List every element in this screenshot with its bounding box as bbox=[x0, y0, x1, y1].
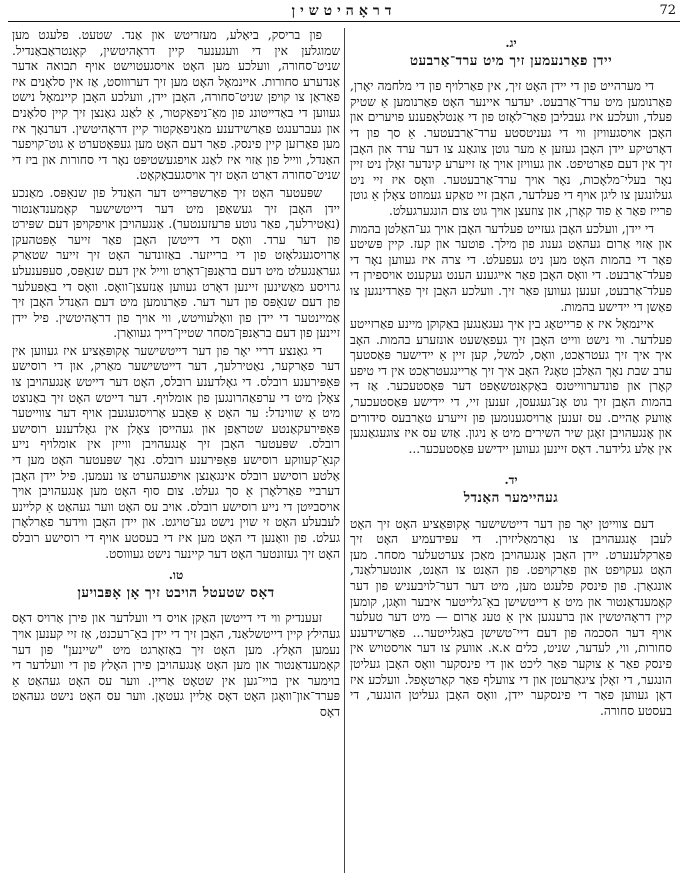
paragraph: די גאַנצע דריי יאָר פון דער דייטשישער אָקופּאַציע איז געווען אין דער פאַרקער, נאַטירלעך, דער דייטשישער מאַרק, און די רוסישע פּאַפּירענע רובלס. די גאָלדענע רובלס, האָט דער דייטש אָנגעהויבן צו צאָלן מיט די ערפאַהרונגען פון אומלויף. דער דייטש האָט זיך באַנוצט מיט אַ שווינדל: ער האָט אַ פּאָבע אַרויסגעגעבן אויף דער צווייטער פּאַפּירעקאַנטע שטראַפן און געהייסן צאָלן אין גאָלדענע רוסישע רובלס. שפּעטער האָבן זיך אָנגעהויבן ווייזן אין אומלויף נייע קנאַ־קעווקע רוסישע פּאַפּירענע רובלס. נאָך שפּעטער האָט מען די אַלטע רוסישע רובלס אינגאַנצן אויפגעהערט צו נעמען. פיל יידן האָבן דערביי פאַרלאָרן אַ סך געלט. צום סוף האָט מען אָנגעהויבן אויך אויסבײַטן די נייע רוסישע רובלס. אויב עס האָט ווער געהאַט אַ קליינע לעבעלע האָט זי שוין נישט גע־טויגט. און יידן האָבן ווידער פאַרלאָרן געלט. פון וואַנען די האָט מען איז די בעסטע אויף די רוסישע רובלס האָט זיך געזונטער האָט דער קיינער נישט געוווסט. bbox=[12, 343, 340, 561]
running-head: דראָהיטשין bbox=[291, 3, 397, 19]
column-divider bbox=[344, 28, 345, 873]
paragraph: די מערהייט פון די יידן האָט זיך, אין פאַרלויף פון די מלחמה יאָרן, פאַרנומען מיט ערד־אַרבעט. יעדער איינער האָט פאַרנומען אַ שטיק פעלד, וועלכע איז געבליבן פאַר־לאָזט פון די אַנטלאָפענע פויערים און האָבן אויסגעוויזן ווי די געניטסטע ערד־אַרבעטער. אַ סך פון די דאָרטיקע יידן האָבן געזען אַ מער גוטן צוגאַנג צו דער ערד און האָבן זיך אין דעם פאַרטיפט. און געוויזן אויך אַז זייערע קינדער זאָלן ניט זיין נאָר בעלי־מלאָכות, נאָר אויך ערד־אַרבעטער. וואָס איז זיי ניט געלונגען צו ליגן אויף די פעלדער, האָבן זיי טאַקע געמוזט צאָלן אַ גוטן פרייז פאַר אַ פוד קאָרן, און צוזעצן אויך גוט צום הונגערגעלט. bbox=[350, 79, 672, 218]
section-title: יידן פאַרנעמען זיך מיט ערד־אַרבעט bbox=[409, 52, 613, 69]
section-number: טו. bbox=[168, 568, 184, 583]
paragraph: שפּעטער האָט זיך פאַרשפּרייט דער האַנדל פון שנאַפּס. מאַנכע יידן האָבן זיך געשאַפן מיט דער דייטשישער קאָמענדאַנטור (נאַטירלעך, פאַר גוטע פּרעזענטער). אַנגעהויבן אויפקויפן דעם שפּירט פון דער ערד. וואָס די דייטשן האָבן פאַר זייער אַפּטהעקן אַרויסגעגלאָזט פון די ברייזער. באַזונדער האָט זיך זייער שטאַרק געראַנגעלט מיט דעם בראַנפּן־דאָרט ווייל אין דעם שנאַפּס, סעפּענעלע גרויסע מאַשינען זיינען דאָרט געווען אַנזעצן־וואָס. וואָס די באַפעלער פון דעם שנאַפּס פון דער דער. פאַרנומען מיט דעם האַנדל האָבן זיך אַמיינטער די יידן פון וואָלעוויטש, ווי אויך פון דראָהיטשין. פיל יידן זיינען פון דעם בראַנפּן־מסחר שטיין־רייך געוואָרן. bbox=[12, 185, 340, 341]
page-number: 72 bbox=[659, 3, 676, 18]
right-column bbox=[350, 28, 672, 875]
section-title: דאָס שטעטל הויבט זיך אָן אָפּבויען bbox=[77, 584, 275, 601]
paragraph: די יידן, וועלכע האָבן געזייט פעלדער האָבן אויך גע־האַלטן בהמות און אַזוי אַרום געהאַט גענוג פון מילך. פוטער און קעז. קיין פּשיטע פאַר די בהמות האָט מען ניט געפעלט. די צרה איז געווען נאָר די פעלד־אַרבעט. די וואָס האָבן פאַר אייגענע הענט געקענט אויספירן די פעלד־אַרבעט, זענען געווען פאַר זיך. וועלכע האָבן זיך פאַרדינגען צו פאַשן די יידישע בהמות. bbox=[350, 221, 672, 314]
paragraph: פון בריסק, ביאַלע, מעזריטש און אַנד. שטעט. פלעגט מען שמוגלען אין די וועגענער קיין דראָהיטשין, קאָנטראַבאַנדיל. שניט־סחורה, וועלכע מען האָט אויסגעטוישט אויף תבואה אדער אַנדערע סחורות. איינמאָל האָט מען זיך דערוווסט, אַז אין סלאָנים איז פאַראַן צו קויפן שניט־סחורה, האָבן יידן, וועלכע האָבן קיינמאָל נישט געווען די באַדייטונג פון מאַ־ניפאַקטור, אַ לאַנג גאַנצן זיך קיין סלאָנים און געברענגט פאַרשידענע מאַניפאַקטור קיין דראָהיטשין. דערנאָך איז מען פאַרזען קיין פינסק. פאַר דעם האָט מען געפּאָטערט אַ גוט־קויפער האַנדל, ווייל פון אַזוי איז לאַנג אויפגעשטיפּט נאָר די סחורות און ביז די שניט־סחורה דאַרט האָט זיך אויסגעבאָקאָט. bbox=[12, 28, 340, 183]
paragraph: דעם צווייטן יאָר פון דער דייטשישער אָקופּאַציע האָט זיך האָט לעבן אָנגעהויבן צו נאָרמאַליזירן. די עפּידעמיע האָט זיך פאַרקלענערט. יידן האָבן אָנגעהויבן מאַכן צערטעלער מסחר. מען האָט געקויפט און פאַרקויפט. פון האַנט צו האַנט, אונטערלאַנד, אונגאַרן. פון פינסק פלעגט מען, מיט דער דער־לויבעניש פון דער קאָמענדאַנטור און מיט אַ דייטשישן באַ־גלייטער איבער וואָגן, קומען קיין דראָהיטשין און ברענגען אין אַ טעג אַרום — מיט דער טעלער אויף דער הסכמה פון דעם דיי־טשישן באַגלייטער... פאַרשידענע סחורות, ווי, לעדער, שניט, כלים א.א. אוועק צו דער אויסטויש אין פינסק פאַר אַ צוקער פאַר ליכט און די פינסקער וואָס האָבן געליטן הונגער, די זאָלן ציגאַרעטן און די צוועלף פאַר קאַרטאָפל. וועלכע איז דאָן געווען פאַר די פינסקער יידן, וואָס האָבן געליטן הונגער, די בעסטע סחורה. bbox=[350, 516, 672, 718]
paragraph: זעענדיק ווי די דייטשן האַקן אויס די וועלדער און פירן אַרויס דאָס געהילץ קיין דייטשלאַנד, האָבן זיך די יידן באַ־רעכנט, אַז זיי קענען אויך נעמען האָלץ. מען האָט זיך באַזאָרגט מיט "שיינען" פון דער קאָמענדאַנטור און מען האָט אָנגעהויבן פירן האָלץ פון די וועלדער די בוימער אין בויי־גען אין שטאָט אַריין. ווער עס האָט געהאַט אַ פּערד־און־וואָגן האָט דאָס אַליין געטאָן. ווער עס האָט נישט געהאַט דאָס bbox=[12, 611, 340, 719]
paragraph: איינמאָל איז אַ פרייטאָג בין איך געגאַנגען באַקוקן מיינע פאַרזייטע פעלדער. ווי נישט ווייט האָבן זיך געפאַשעט אונזערע בהמות. האָב איך איך זיך געטראַכט, וואָס, למשל, קען זיין אַ יידישער פּאַסטעך ערב שבת נאָך האַלבן טאָג? האָב איך זיך אַריינגעטראַכט אין די טיפע קאָרן און פונדערווייטנס באַקאַנטשאַפט דער פּאַסטעכער. אַז די בהמות האָבן זיך גוט אָנ־געגעסן, זענען זיי, די יידישע פּאַסטעכער, אַוועק אַהיים. עס זענען אַרויסגענומען פון זייערע טאַרבעס סידורים און אָנגעהויבן זאָגן שיר השירים מיט אַ ניגון. אַזש עס איז צוגעגאַנגען אין אַלע גלידער. דאָס זיינען געווען יידישע פּאַסטעכער... bbox=[350, 317, 672, 456]
section-title: געהיימער האַנדל bbox=[463, 490, 559, 507]
page-header bbox=[8, 3, 680, 22]
section-number: יד. bbox=[504, 473, 518, 488]
left-column bbox=[12, 28, 340, 875]
section-number: יג. bbox=[505, 36, 517, 50]
